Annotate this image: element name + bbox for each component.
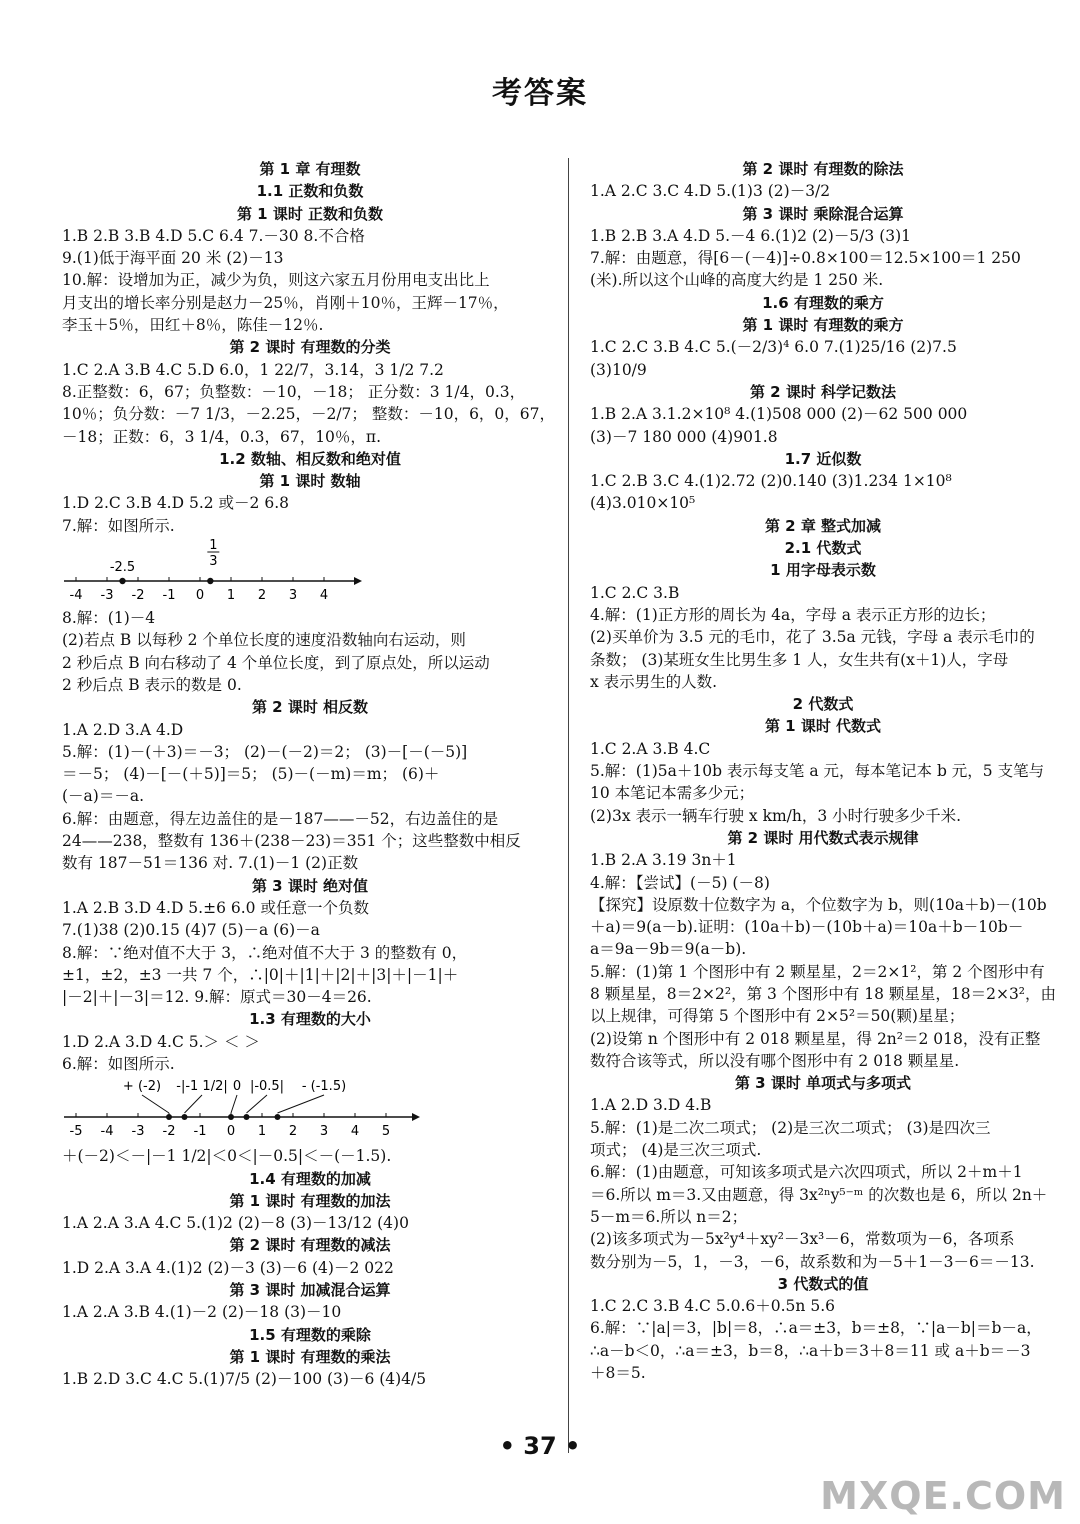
section-heading: 第 1 课时 有理数的乘法 <box>229 1347 391 1366</box>
answer-line: (3)10/9 <box>590 360 647 379</box>
answer-line: 9.(1)低于海平面 20 米 (2)－13 <box>62 249 284 268</box>
tick-label: 1 <box>226 588 236 604</box>
section-heading: 第 1 课时 有理数的乘方 <box>742 316 904 335</box>
tick-label: 0 <box>226 1124 236 1140</box>
watermark-logo: MXQE.COM <box>820 1474 1066 1518</box>
point-label: 0 <box>232 1079 242 1095</box>
section-heading: 第 1 章 有理数 <box>259 160 361 178</box>
right-column <box>590 158 1056 1384</box>
point-label: - (-1.5) <box>301 1079 347 1095</box>
answer-line: 1.D 2.C 3.B 4.D 5.2 或－2 6.8 <box>62 494 289 513</box>
section-heading: 第 2 课时 用代数式表示规律 <box>727 828 919 847</box>
answer-line: 10 本笔记本需多少元； <box>590 784 755 803</box>
section-heading: 2 代数式 <box>792 695 854 714</box>
axis-arrow <box>412 1113 420 1121</box>
section-heading: 第 1 课时 代数式 <box>764 717 882 736</box>
answer-line: 李玉＋5％，田红＋8％，陈佳－12％. <box>62 316 324 335</box>
pointer-arrow <box>142 1095 169 1113</box>
answer-line: 6.解：如图所示. <box>62 1054 175 1073</box>
answer-line: 1.C 2.C 3.B 4.C 5.(－2/3)⁴ 6.0 7.(1)25/16 (2)7.5 <box>590 338 957 357</box>
section-heading: 第 2 课时 相反数 <box>251 698 369 717</box>
point-label: |-0.5| <box>249 1079 285 1095</box>
section-heading: 第 1 课时 正数和负数 <box>236 204 384 223</box>
answer-line: 5.解：(1)5a＋10b 表示每支笔 a 元，每本笔记本 b 元，5 支笔与 <box>590 762 1045 781</box>
answer-line: 1.D 2.A 3.A 4.(1)2 (2)－3 (3)－6 (4)－2 022 <box>62 1258 394 1277</box>
point-label: -|-1 1/2| <box>176 1079 228 1095</box>
pointer-arrow <box>278 1095 325 1113</box>
answer-line: (2)买单价为 3.5 元的毛巾，花了 3.5a 元钱，字母 a 表示毛巾的 <box>590 628 1035 647</box>
page-number: • 37 • <box>499 1432 581 1460</box>
answer-line: ＋(－2)＜－|－1 1/2|＜0＜|－0.5|＜－(－1.5). <box>62 1147 392 1166</box>
tick-label: -4 <box>100 1124 114 1140</box>
answer-line: 7.(1)38 (2)0.15 (4)7 (5)－a (6)－a <box>62 921 320 940</box>
answer-line: 1.A 2.D 3.D 4.B <box>590 1096 712 1115</box>
answer-line: ＋a)＝9(a－b).证明：(10a＋b)－(10b＋a)＝10a＋b－10b－ <box>590 918 1024 937</box>
section-heading: 第 2 课时 科学记数法 <box>749 382 897 401</box>
tick-label: 1 <box>257 1124 267 1140</box>
section-heading: 第 3 课时 乘除混合运算 <box>742 204 904 223</box>
tick-label: 4 <box>350 1124 360 1140</box>
answer-line: a＝9a－9b＝9(a－b). <box>590 940 747 959</box>
point <box>228 1114 234 1120</box>
page-title: 考答案 <box>492 76 588 111</box>
answer-line: 8 颗星星，8＝2×2²，第 3 个图形中有 18 颗星星，18＝2×3²，由 <box>590 984 1057 1003</box>
answer-line: 5.解：(1)－(＋3)＝－3； (2)－(－2)＝2； (3)－[－(－5)] <box>62 742 468 761</box>
answer-line: 4.解：(1)正方形的周长为 4a，字母 a 表示正方形的边长； <box>590 605 996 624</box>
answer-line: 1.B 2.B 3.A 4.D 5.－4 6.(1)2 (2)－5/3 (3)1 <box>590 226 912 245</box>
answer-line: 1.B 2.D 3.C 4.C 5.(1)7/5 (2)－100 (3)－6 (4)4/5 <box>62 1370 427 1389</box>
answer-line: (米).所以这个山峰的高度大约是 1 250 米. <box>590 271 884 290</box>
answer-line: 1.C 2.A 3.B 4.C <box>590 739 711 758</box>
tick-label: 4 <box>319 588 329 604</box>
answer-line: (2)3x 表示一辆车行驶 x km/h，3 小时行驶多少千米. <box>590 806 962 825</box>
answer-line: (－a)＝－a. <box>62 787 145 806</box>
axis-arrow <box>354 577 362 585</box>
tick-label: -2 <box>131 588 145 604</box>
answer-line: 1.A 2.D 3.A 4.D <box>62 720 184 739</box>
section-heading: 第 2 课时 有理数的分类 <box>229 338 391 357</box>
answer-line: 数符合该等式，所以没有哪个图形中有 2 018 颗星星. <box>590 1051 960 1070</box>
tick-label: 3 <box>319 1124 329 1140</box>
answer-line: 5.解：(1)第 1 个图形中有 2 颗星星，2＝2×1²，第 2 个图形中有 <box>590 962 1045 981</box>
answer-line: 数有 187－51＝136 对. 7.(1)－1 (2)正数 <box>62 854 359 873</box>
answer-line: 24——238，整数有 136＋(238－23)＝351 个；这些整数中相反 <box>62 832 521 851</box>
section-heading: 第 2 章 整式加减 <box>764 516 882 535</box>
answer-line: 以上规律，可得第 5 个图形中有 2×5²＝50(颗)星星； <box>590 1007 965 1026</box>
point <box>275 1114 281 1120</box>
answer-line: 1.B 2.A 3.19 3n＋1 <box>590 851 737 870</box>
answer-line: 10％；负分数：－7 1/3，－2.25，－2/7； 整数：－10，6，0，67， <box>62 405 556 424</box>
section-heading: 第 2 课时 有理数的除法 <box>742 160 904 178</box>
section-heading: 第 3 课时 单项式与多项式 <box>734 1074 912 1093</box>
answer-line: －18；正数：6，3 1/4，0.3，67，10％，π. <box>62 427 382 446</box>
answer-line: 5.解：(1)是二次二项式； (2)是三次二项式； (3)是四次三 <box>590 1118 991 1137</box>
section-heading: 2.1 代数式 <box>784 539 862 558</box>
answer-line: 项式； (4)是三次三项式. <box>590 1141 762 1160</box>
answer-line: 1.A 2.A 3.A 4.C 5.(1)2 (2)－8 (3)－13/12 (4)0 <box>62 1214 409 1233</box>
answer-line: 8.解：(1)－4 <box>62 609 156 628</box>
tick-label: -3 <box>131 1124 145 1140</box>
answer-line: (4)3.010×10⁵ <box>590 494 696 513</box>
point <box>166 1114 172 1120</box>
answer-line: 1.C 2.B 3.C 4.(1)2.72 (2)0.140 (3)1.234 1×10⁸ <box>590 472 952 491</box>
point-b-numerator: 1 <box>209 538 218 554</box>
answer-line: 6.解：(1)由题意，可知该多项式是六次四项式，所以 2＋m＋1 <box>590 1163 1023 1182</box>
tick-label: -1 <box>193 1124 207 1140</box>
answer-line: 1.A 2.B 3.D 4.D 5.±6 6.0 或任意一个负数 <box>62 898 369 917</box>
tick-label: -4 <box>69 588 83 604</box>
answer-line: 6.解：由题意，得左边盖住的是－187——－52，右边盖住的是 <box>62 809 499 828</box>
answer-line: 6.解：∵|a|＝3，|b|＝8，∴a＝±3，b＝±8，∵|a－b|＝b－a， <box>590 1319 1042 1338</box>
tick-label: -2 <box>162 1124 176 1140</box>
tick-label: 0 <box>195 588 205 604</box>
answer-line: 1.C 2.C 3.B 4.C 5.0.6＋0.5n 5.6 <box>590 1297 835 1316</box>
tick-label: -5 <box>69 1124 83 1140</box>
answer-line: 8.解：∵绝对值不大于 3，∴绝对值不大于 3 的整数有 0， <box>62 943 468 962</box>
answer-line: |－2|＋|－3|＝12. 9.解：原式＝30－4＝26. <box>62 988 372 1007</box>
point-b-denominator: 3 <box>209 554 218 570</box>
answer-line: 1.A 2.A 3.B 4.(1)－2 (2)－18 (3)－10 <box>62 1303 342 1322</box>
pointer-arrow <box>185 1095 203 1113</box>
answer-line: (2)该多项式为－5x²y⁴＋xy²－3x³－6，常数项为－6，各项系 <box>590 1230 1015 1249</box>
answer-line: 2 秒后点 B 表示的数是 0. <box>62 675 242 694</box>
answer-line: 1.D 2.A 3.D 4.C 5.＞ ＜ ＞ <box>62 1032 260 1051</box>
section-heading: 1.6 有理数的乘方 <box>762 293 884 312</box>
answer-line: 5－m＝6.所以 n＝2； <box>590 1207 748 1226</box>
answer-line: x 表示男生的人数. <box>590 672 718 691</box>
tick-label: 5 <box>381 1124 391 1140</box>
answer-line: 1.A 2.C 3.C 4.D 5.(1)3 (2)－3/2 <box>590 182 831 201</box>
section-heading: 第 3 课时 绝对值 <box>251 876 369 895</box>
section-heading: 第 1 课时 数轴 <box>259 472 361 491</box>
point-b <box>207 578 213 584</box>
number-line-figure-1 <box>62 537 558 607</box>
column-divider <box>568 158 569 1453</box>
tick-label: 2 <box>257 588 267 604</box>
answer-line: 7.解：如图所示. <box>62 516 175 535</box>
answer-line: 1.C 2.C 3.B <box>590 583 680 602</box>
answer-line: 1.B 2.B 3.B 4.D 5.C 6.4 7.－30 8.不合格 <box>62 226 365 245</box>
section-heading: 第 2 课时 有理数的减法 <box>229 1236 391 1255</box>
section-heading: 1 用字母表示数 <box>770 561 876 580</box>
section-heading: 3 代数式的值 <box>777 1274 869 1293</box>
section-heading: 1.7 近似数 <box>784 449 862 468</box>
tick-label: 2 <box>288 1124 298 1140</box>
answer-line: 7.解：由题意，得[6－(－4)]÷0.8×100＝12.5×100＝1 250 <box>590 249 1021 268</box>
answer-line: 1.C 2.A 3.B 4.C 5.D 6.0，1 22/7，3.14，3 1/2 7.2 <box>62 360 444 379</box>
section-heading: 1.3 有理数的大小 <box>249 1010 371 1029</box>
point-a-label: -2.5 <box>109 560 136 576</box>
answer-line: 10.解：设增加为正，减少为负，则这六家五月份用电支出比上 <box>62 271 490 290</box>
point <box>182 1114 188 1120</box>
number-line-figure-2 <box>62 1075 558 1145</box>
section-heading: 1.2 数轴、相反数和绝对值 <box>219 449 401 468</box>
answer-line: 月支出的增长率分别是赵力－25％，肖刚＋10％，王辉－17％， <box>62 293 509 312</box>
section-heading: 1.5 有理数的乘除 <box>249 1325 371 1344</box>
answer-line: (3)－7 180 000 (4)901.8 <box>590 427 778 446</box>
left-column <box>62 158 558 1391</box>
answer-line: 数分别为－5，1，－3，－6，故系数和为－5＋1－3－6＝－13. <box>590 1252 1035 1271</box>
point <box>244 1114 250 1120</box>
answer-line: 条数； (3)某班女生比男生多 1 人，女生共有(x＋1)人，字母 <box>590 650 1009 669</box>
answer-line: ＋8＝5. <box>590 1364 646 1383</box>
section-heading: 第 1 课时 有理数的加法 <box>229 1191 391 1210</box>
answer-line: 8.正整数：6，67；负整数：－10，－18； 正分数：3 1/4，0.3， <box>62 382 526 401</box>
tick-label: -1 <box>162 588 176 604</box>
answer-line: (2)若点 B 以每秒 2 个单位长度的速度沿数轴向右运动，则 <box>62 631 466 650</box>
answer-line: 2 秒后点 B 向右移动了 4 个单位长度，到了原点处，所以运动 <box>62 653 490 672</box>
answer-line: ∴a－b＜0，∴a＝±3，b＝8，∴a＋b＝3＋8＝11 或 a＋b＝－3 <box>590 1341 1031 1360</box>
tick-label: 3 <box>288 588 298 604</box>
point-label: + (-2) <box>122 1079 162 1095</box>
answer-line: ＝－5； (4)－[－(＋5)]＝5； (5)－(－m)＝m； (6)＋ <box>62 765 440 784</box>
section-heading: 1.4 有理数的加减 <box>249 1169 371 1188</box>
tick-label: -3 <box>100 588 114 604</box>
answer-line: ±1，±2，±3 一共 7 个，∴|0|＋|1|＋|2|＋|3|＋|－1|＋ <box>62 965 459 984</box>
section-heading: 第 3 课时 加减混合运算 <box>229 1281 391 1300</box>
answer-line: 1.B 2.A 3.1.2×10⁸ 4.(1)508 000 (2)－62 500 000 <box>590 405 968 424</box>
answer-line: 【探究】设原数十位数字为 a，个位数字为 b，则(10a＋b)－(10b <box>590 895 1047 914</box>
answer-line: ＝6.所以 m＝3.又由题意，得 3x²ⁿy⁵⁻ᵐ 的次数也是 6，所以 2n＋ <box>590 1185 1048 1204</box>
point-a <box>119 578 125 584</box>
answer-line: 4.解：【尝试】(－5) (－8) <box>590 873 770 892</box>
pointer-arrow <box>247 1095 268 1113</box>
pointer-arrow <box>231 1095 237 1113</box>
section-heading: 1.1 正数和负数 <box>256 182 364 201</box>
answer-line: (2)设第 n 个图形中有 2 018 颗星星，得 2n²＝2 018，没有正整 <box>590 1029 1041 1048</box>
